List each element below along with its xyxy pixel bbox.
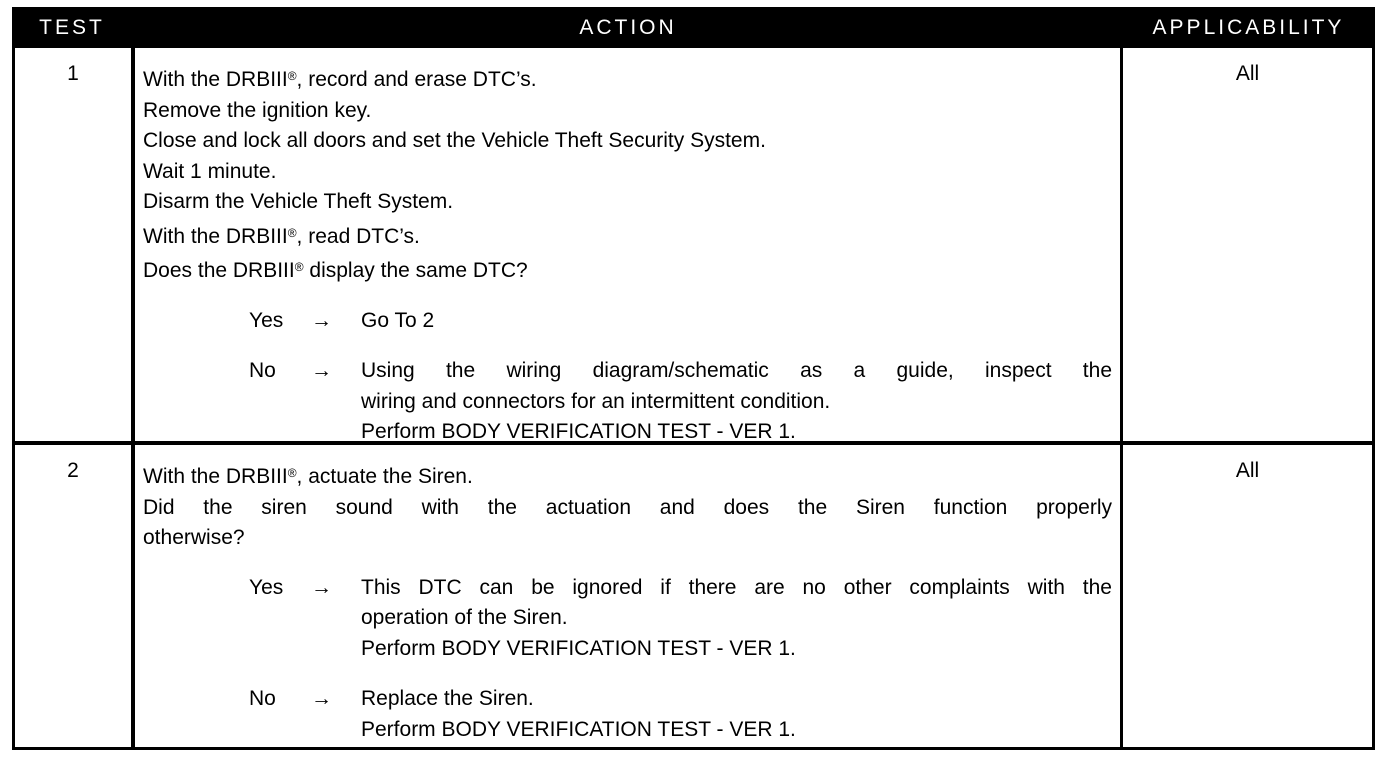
answer-no <box>143 684 1112 745</box>
row-2-applicability-cell <box>1123 445 1372 747</box>
answer-line: Using the wiring diagram/schematic as a guide, inspect the <box>361 359 1112 382</box>
test-number: 2 <box>67 459 79 482</box>
answer-yes <box>143 306 1112 337</box>
answer-key: No <box>249 687 276 710</box>
answer-line: Go To 2 <box>361 308 435 332</box>
row-1-applicability-cell <box>1123 48 1372 441</box>
answer-line: This DTC can be ignored if there are no other complaints with the <box>361 575 1112 599</box>
registered-mark-icon: ® <box>287 225 297 240</box>
applicability-value: All <box>1235 459 1260 482</box>
action-question-cont: otherwise? <box>143 526 245 549</box>
action-step: With the DRBIII®, record and erase DTC’s. <box>143 68 537 91</box>
action-step: With the DRBIII®, actuate the Siren. <box>143 465 473 488</box>
action-step: Close and lock all doors and set the Vehicle Theft Security System. <box>143 129 766 152</box>
row-2-action-cell <box>135 445 1120 747</box>
applicability-value: All <box>1235 62 1260 85</box>
action-step: With the DRBIII®, read DTC’s. <box>143 224 420 248</box>
test-number: 1 <box>67 62 79 85</box>
answer-key: No <box>249 359 276 382</box>
action-step: Wait 1 minute. <box>143 159 277 183</box>
row-2-test-cell <box>15 445 131 747</box>
answer-key: Yes <box>249 308 284 332</box>
right-arrow-icon: → <box>311 359 332 382</box>
right-arrow-icon: → <box>311 575 332 599</box>
right-arrow-icon: → <box>311 308 332 332</box>
right-arrow-icon: → <box>311 687 332 710</box>
action-step: Remove the ignition key. <box>143 98 372 122</box>
answer-line: wiring and connectors for an intermittent condition. <box>361 389 831 413</box>
answer-no <box>143 356 1112 448</box>
action-question: Does the DRBIII® display the same DTC? <box>143 259 528 282</box>
registered-mark-icon: ® <box>287 69 297 83</box>
answer-line: Perform BODY VERIFICATION TEST - VER 1. <box>361 717 796 741</box>
header-action: ACTION <box>579 16 677 39</box>
row-1-action-cell <box>135 48 1120 441</box>
answer-yes <box>143 573 1112 665</box>
registered-mark-icon: ® <box>294 260 304 274</box>
answer-line: Perform BODY VERIFICATION TEST - VER 1. <box>361 420 796 443</box>
diagnostic-test-table <box>12 7 1375 750</box>
answer-line: operation of the Siren. <box>361 606 568 629</box>
answer-key: Yes <box>249 575 284 599</box>
registered-mark-icon: ® <box>287 466 297 480</box>
action-step: Disarm the Vehicle Theft System. <box>143 190 454 213</box>
answer-line: Replace the Siren. <box>361 687 534 710</box>
header-applicability: APPLICABILITY <box>1152 16 1345 39</box>
row-1-test-cell <box>15 48 131 441</box>
answer-list <box>143 573 1112 746</box>
header-test: TEST <box>39 16 105 39</box>
action-question: Did the siren sound with the actuation and does the Siren function properly <box>143 495 1112 519</box>
answer-line: Perform BODY VERIFICATION TEST - VER 1. <box>361 636 796 660</box>
answer-list <box>143 306 1112 448</box>
